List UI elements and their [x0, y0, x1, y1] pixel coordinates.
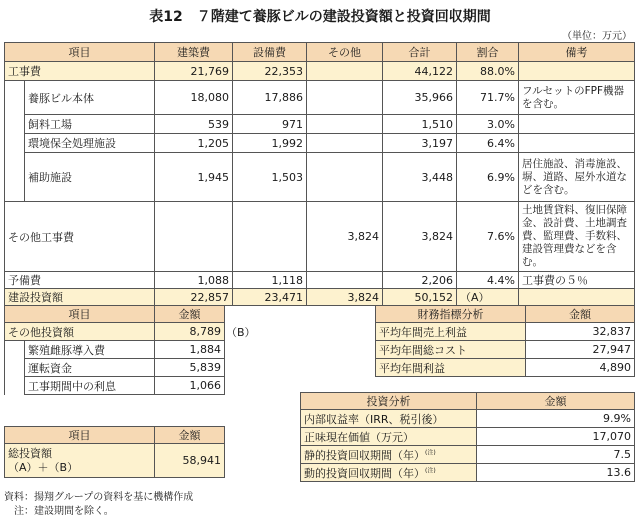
header-value: 金額 [477, 393, 635, 410]
cell-other [307, 134, 383, 153]
cell-other: 3,824 [307, 202, 383, 272]
row-item [301, 428, 477, 446]
table-row [5, 377, 225, 395]
cell-total: 35,966 [383, 81, 457, 115]
cell-total: 50,152 [383, 289, 457, 306]
cell-value: 8,789 [155, 323, 225, 341]
cell-note: 工事費の５％ [519, 272, 635, 289]
table-row [5, 289, 635, 306]
row-item-label: 静的投資回収期間（年） [304, 448, 425, 462]
total-label-line2: （A）＋（B） [8, 460, 79, 474]
header-equip: 設備費 [233, 43, 307, 62]
cell-note [519, 289, 635, 306]
row-item: 工事費 [5, 62, 155, 81]
header-other: その他 [307, 43, 383, 62]
table-row [5, 62, 635, 81]
cell-note: 居住施設、消毒施設、塀、道路、屋外水道などを含む。 [519, 153, 635, 202]
row-item-label: 正味現在価値（万元） [304, 430, 414, 444]
footnote: 注：建設期間を除く。 [4, 506, 114, 517]
cell-other: 3,824 [307, 289, 383, 306]
cell-value: 9.9% [477, 410, 635, 428]
cell-total: 44,122 [383, 62, 457, 81]
table-row [301, 446, 635, 464]
row-item: 平均年間売上利益 [376, 323, 526, 341]
row-item [301, 464, 477, 482]
row-item-label: 内部収益率（IRR、税引後） [304, 412, 444, 426]
row-item: 繁殖雌豚導入費 [25, 341, 155, 359]
cell-equip [233, 202, 307, 272]
row-item: 環境保全処理施設 [25, 134, 155, 153]
cell-build: 1,088 [155, 272, 233, 289]
table-row [301, 428, 635, 446]
row-item: 補助施設 [25, 153, 155, 202]
header-value: 金額 [155, 306, 225, 323]
main-table [4, 42, 635, 306]
cell-other [307, 81, 383, 115]
table-row [5, 444, 225, 478]
header-total: 合計 [383, 43, 457, 62]
total-investment-table [4, 426, 225, 478]
other-investment-table [4, 305, 225, 395]
row-item: その他投資額 [5, 323, 155, 341]
cell-ratio: 7.6% [457, 202, 519, 272]
cell-build: 1,945 [155, 153, 233, 202]
page-title: 表12 ７階建て養豚ビルの建設投資額と投資回収期間 [149, 9, 491, 25]
cell-total: 3,197 [383, 134, 457, 153]
header-item: 財務指標分析 [376, 306, 526, 323]
header-ratio: 割合 [457, 43, 519, 62]
row-item [301, 446, 477, 464]
cell-total: 3,824 [383, 202, 457, 272]
cell-note [519, 134, 635, 153]
cell-value: 58,941 [155, 444, 225, 478]
cell-build: 21,769 [155, 62, 233, 81]
finance-table [375, 305, 635, 377]
cell-equip: 971 [233, 115, 307, 134]
cell-equip: 1,992 [233, 134, 307, 153]
cell-total: 2,206 [383, 272, 457, 289]
header-value: 金額 [526, 306, 635, 323]
cell-equip: 17,886 [233, 81, 307, 115]
table-row [5, 272, 635, 289]
unit-label: （単位：万元） [562, 31, 632, 42]
cell-build: 1,205 [155, 134, 233, 153]
cell-value: 13.6 [477, 464, 635, 482]
cell-value: 17,070 [477, 428, 635, 446]
row-item: 平均年間利益 [376, 359, 526, 377]
header-item: 項目 [5, 427, 155, 444]
footnote-mark: (注) [425, 466, 436, 474]
cell-build [155, 202, 233, 272]
table-row [5, 341, 225, 359]
cell-equip: 1,118 [233, 272, 307, 289]
cell-value: 32,837 [526, 323, 635, 341]
cell-ratio: 88.0% [457, 62, 519, 81]
row-item: 運転資金 [25, 359, 155, 377]
cell-note [519, 62, 635, 81]
row-item: 工事期間中の利息 [25, 377, 155, 395]
indent-cell [5, 341, 25, 395]
table-row [5, 323, 225, 341]
table-row [301, 464, 635, 482]
cell-build: 539 [155, 115, 233, 134]
cell-ratio: 6.9% [457, 153, 519, 202]
table-row [5, 134, 635, 153]
cell-other [307, 153, 383, 202]
row-item: 建設投資額 [5, 289, 155, 306]
cell-ratio: 3.0% [457, 115, 519, 134]
cell-total: 3,448 [383, 153, 457, 202]
cell-note: フルセットのFPF機器を含む。 [519, 81, 635, 115]
cell-build: 22,857 [155, 289, 233, 306]
row-item: 平均年間総コスト [376, 341, 526, 359]
indent-cell [5, 81, 25, 202]
table-row [376, 341, 635, 359]
cell-equip: 22,353 [233, 62, 307, 81]
header-item: 項目 [5, 306, 155, 323]
cell-other [307, 272, 383, 289]
cell-equip: 23,471 [233, 289, 307, 306]
investment-analysis-table [300, 392, 635, 482]
table-row [5, 81, 635, 115]
cell-equip: 1,503 [233, 153, 307, 202]
cell-ratio: 71.7% [457, 81, 519, 115]
cell-other [307, 115, 383, 134]
row-item: 予備費 [5, 272, 155, 289]
cell-note [519, 115, 635, 134]
header-note: 備考 [519, 43, 635, 62]
row-item: 養豚ビル本体 [25, 81, 155, 115]
header-item: 項目 [5, 43, 155, 62]
row-item [5, 444, 155, 478]
cell-note: 土地賃貸料、復旧保障金、設計費、土地調査費、監理費、手数料、建設管理費などを含む。 [519, 202, 635, 272]
cell-build: 18,080 [155, 81, 233, 115]
footnote-mark: (注) [425, 448, 436, 456]
row-item: その他工事費 [5, 202, 155, 272]
header-item: 投資分析 [301, 393, 477, 410]
table-row [301, 410, 635, 428]
cell-value: 1,066 [155, 377, 225, 395]
cell-ratio: 6.4% [457, 134, 519, 153]
cell-other [307, 62, 383, 81]
table-row [376, 359, 635, 377]
table-row [5, 153, 635, 202]
cell-total: 1,510 [383, 115, 457, 134]
row-item [301, 410, 477, 428]
table-row [5, 115, 635, 134]
cell-value: 27,947 [526, 341, 635, 359]
table-row [376, 323, 635, 341]
cell-value: 1,884 [155, 341, 225, 359]
mark-b: （B） [226, 326, 256, 339]
row-item: 飼料工場 [25, 115, 155, 134]
table-row [5, 359, 225, 377]
source-note: 資料：揚翔グループの資料を基に機構作成 [4, 492, 194, 503]
cell-value: 7.5 [477, 446, 635, 464]
table-row [5, 202, 635, 272]
cell-value: 4,890 [526, 359, 635, 377]
cell-ratio: （A） [457, 289, 519, 306]
cell-ratio: 4.4% [457, 272, 519, 289]
total-label-line1: 総投資額 [8, 446, 52, 460]
row-item-label: 動的投資回収期間（年） [304, 466, 425, 480]
cell-value: 5,839 [155, 359, 225, 377]
header-value: 金額 [155, 427, 225, 444]
header-build: 建築費 [155, 43, 233, 62]
